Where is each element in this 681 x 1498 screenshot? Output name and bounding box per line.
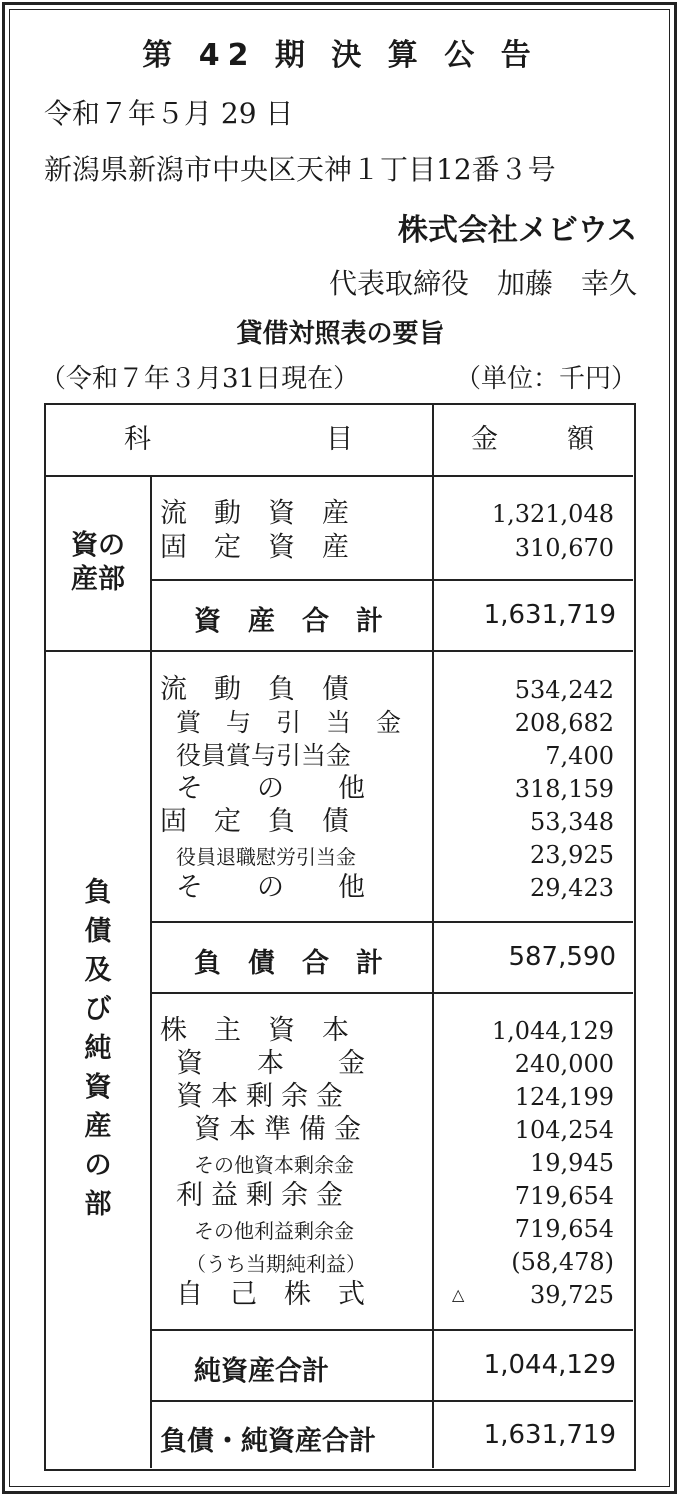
header-amount-1: 金 xyxy=(471,424,498,455)
liability-item-amount: 7,400 xyxy=(545,742,614,770)
equity-item-label: （うち当期純利益） xyxy=(186,1252,366,1276)
representative: 代表取締役 加藤 幸久 xyxy=(328,267,637,300)
header-item-1: 科 xyxy=(124,424,151,455)
triangle-negative-icon: △ xyxy=(452,1285,465,1304)
balance-sheet-title: 貸借対照表の要旨 xyxy=(236,319,445,349)
equity-item-amount: 1,044,129 xyxy=(491,1017,614,1045)
equity-item-label: 利益剰余金 xyxy=(176,1180,351,1211)
liability-item-amount: 534,242 xyxy=(514,676,614,704)
unit-note: （単位：千円） xyxy=(454,364,637,394)
equity-total-label: 純資産合計 xyxy=(194,1356,329,1387)
equity-item-label: 株 主 資 本 xyxy=(160,1015,349,1046)
liability-item-amount: 23,925 xyxy=(530,841,614,869)
equity-item-label: その他利益剰余金 xyxy=(194,1219,354,1243)
assets-total-top xyxy=(150,579,633,581)
company-name: 株式会社メビウス xyxy=(397,213,637,248)
asset-item-amount: 310,670 xyxy=(514,534,614,562)
liability-item-label: 賞 与 引 当 金 xyxy=(176,708,402,737)
liability-item-amount: 318,159 xyxy=(514,775,614,803)
equity-item-label: 自 己 株 式 xyxy=(176,1279,365,1310)
equity-item-label: その他資本剰余金 xyxy=(194,1153,354,1177)
grand-total-top xyxy=(150,1400,633,1402)
liability-item-label: 役員賞与引当金 xyxy=(176,741,352,770)
as-of-date: （令和７年３月31日現在） xyxy=(40,364,360,394)
grand-total-amount: 1,631,719 xyxy=(483,1420,616,1450)
equity-item-label: 資 本 金 xyxy=(176,1048,365,1079)
equity-item-amount: 19,945 xyxy=(530,1149,614,1177)
equity-item-amount: 124,199 xyxy=(514,1083,614,1111)
equity-total-amount: 1,044,129 xyxy=(483,1350,616,1380)
notice-title: 第 42 期 決 算 公 告 xyxy=(142,38,539,73)
equity-item-amount: 719,654 xyxy=(514,1182,614,1210)
equity-item-amount: 719,654 xyxy=(514,1215,614,1243)
liabilities-total-amount: 587,590 xyxy=(508,942,616,972)
company-address: 新潟県新潟市中央区天神１丁目12番３号 xyxy=(44,153,556,186)
liability-item-label: 役員退職慰労引当金 xyxy=(176,845,356,869)
liab-total-bottom xyxy=(150,992,633,994)
assets-section-label: 資の 産部 xyxy=(71,530,125,595)
equity-item-amount: (58,478) xyxy=(511,1248,614,1276)
equity-item-label: 資本剰余金 xyxy=(176,1081,351,1112)
equity-item-amount: 104,254 xyxy=(514,1116,614,1144)
liability-item-label: そ の 他 xyxy=(176,872,365,903)
grand-total-label: 負債・純資産合計 xyxy=(160,1426,376,1457)
liability-item-amount: 208,682 xyxy=(514,709,614,737)
balance-sheet-table xyxy=(44,403,636,1471)
equity-item-label: 資本準備金 xyxy=(194,1114,369,1145)
header-divider xyxy=(46,475,633,477)
liability-item-amount: 29,423 xyxy=(530,874,614,902)
equity-item-amount: 240,000 xyxy=(514,1050,614,1078)
liability-item-label: 流 動 負 債 xyxy=(160,674,349,705)
equity-total-top xyxy=(150,1329,633,1331)
liab-total-top xyxy=(150,921,633,923)
header-amount-2: 額 xyxy=(567,424,594,455)
section-column-divider xyxy=(150,477,152,1468)
assets-section-bottom xyxy=(46,650,633,652)
liabilities-equity-section-label: 負 債 及 び 純 資 産 の 部 xyxy=(84,877,112,1220)
assets-total-label: 資 産 合 計 xyxy=(194,606,383,637)
header-item-2: 目 xyxy=(326,424,353,455)
notice-date: 令和７年５月 29 日 xyxy=(44,97,294,130)
amount-column-divider xyxy=(432,405,434,1468)
assets-total-amount: 1,631,719 xyxy=(483,600,616,630)
liability-item-amount: 53,348 xyxy=(530,808,614,836)
asset-item-label: 固 定 資 産 xyxy=(160,532,349,563)
liabilities-total-label: 負 債 合 計 xyxy=(194,948,383,979)
asset-item-label: 流 動 資 産 xyxy=(160,498,349,529)
equity-item-amount: 39,725 xyxy=(530,1281,614,1309)
asset-item-amount: 1,321,048 xyxy=(491,500,614,528)
liability-item-label: 固 定 負 債 xyxy=(160,806,349,837)
liability-item-label: そ の 他 xyxy=(176,773,365,804)
